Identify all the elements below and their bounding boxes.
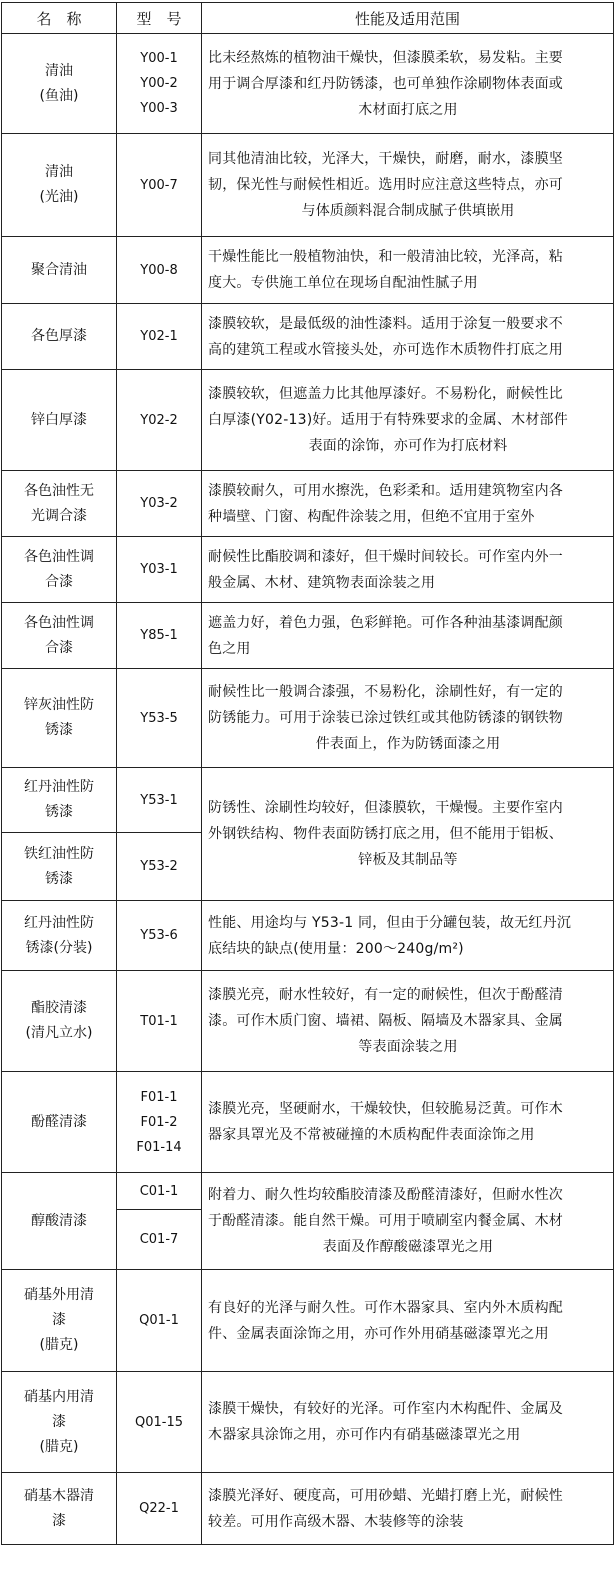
- table-row: [2, 304, 614, 370]
- table-row: [2, 1173, 614, 1210]
- product-name: [2, 537, 117, 603]
- model-code: [117, 901, 202, 971]
- desc-line: 漆膜光亮，耐水性较好，有一定的耐候性，但次于酚醛清: [208, 987, 563, 1003]
- table-row: [2, 237, 614, 304]
- model-line: Y03-1: [140, 562, 178, 577]
- model-code: [117, 34, 202, 134]
- desc-line: 漆膜较软，但遮盖力比其他厚漆好。不易粉化，耐候性比: [208, 386, 563, 402]
- product-name: [2, 1473, 117, 1545]
- name-line: (光油): [39, 189, 79, 205]
- name-line: 锈漆: [45, 870, 73, 887]
- table-row: [2, 370, 614, 471]
- desc-line: 比未经熬炼的植物油干燥快，但漆膜柔软，易发粘。主要: [208, 49, 563, 66]
- model-line: F01-14: [136, 1139, 182, 1155]
- table-row: [2, 471, 614, 537]
- description: [202, 1473, 614, 1545]
- product-name: [2, 901, 117, 971]
- name-line: 锌灰油性防: [24, 697, 94, 713]
- description: [202, 971, 614, 1072]
- name-line: 合漆: [45, 639, 73, 656]
- description: [202, 370, 614, 471]
- desc-line: 漆膜光泽好、硬度高，可用砂蜡、光蜡打磨上光，耐候性: [208, 1487, 563, 1504]
- desc-line: 于酚醛清漆。能自然干燥。可用于喷刷室内餐金属、木材: [208, 1213, 563, 1229]
- model-line: Q01-1: [139, 1313, 179, 1328]
- table-row: [2, 768, 614, 833]
- model-line: Y02-2: [140, 412, 178, 428]
- name-line: 各色厚漆: [31, 328, 87, 344]
- desc-line: 漆膜较耐久，可用水擦洗，色彩柔和。适用建筑物室内各: [208, 482, 563, 499]
- model-code: [117, 134, 202, 237]
- coatings-table: [1, 2, 614, 1545]
- model-code: [117, 669, 202, 768]
- name-line: 漆: [52, 1413, 66, 1430]
- name-line: 漆: [52, 1312, 66, 1328]
- desc-line: 漆膜光亮，坚硬耐水，干燥较快，但较脆易泛黄。可作木: [208, 1101, 563, 1117]
- desc-line: 与体质颜料混合制成腻子供填嵌用: [301, 203, 515, 219]
- desc-line: 木材面打底之用: [358, 101, 458, 118]
- model-line: Y00-8: [140, 262, 178, 278]
- table-row: [2, 537, 614, 603]
- product-name: [2, 34, 117, 134]
- name-line: 酯胶清漆: [31, 1000, 87, 1016]
- description: [202, 1072, 614, 1173]
- model-line: Y03-2: [140, 496, 178, 511]
- model-code: [117, 304, 202, 370]
- name-line: (清凡立水): [25, 1025, 93, 1041]
- header-model: 型 号: [117, 3, 202, 34]
- name-line: (鱼油): [39, 87, 79, 104]
- description: [202, 304, 614, 370]
- model-code: [117, 1270, 202, 1372]
- product-name: [2, 304, 117, 370]
- name-line: 锈漆: [45, 722, 73, 738]
- model-code: [117, 1473, 202, 1545]
- name-line: 铁红油性防: [24, 845, 94, 862]
- name-line: 各色油性调: [24, 548, 94, 565]
- desc-line: 种墙壁、门窗、构配件涂装之用，但绝不宜用于室外: [208, 508, 535, 525]
- desc-line: 般金属、木材、建筑物表面涂装之用: [208, 574, 436, 591]
- model-line: Y00-3: [140, 101, 178, 116]
- desc-line: 漆膜干燥快，有较好的光泽。可作室内木构配件、金属及: [208, 1401, 563, 1417]
- name-line: 各色油性无: [24, 482, 94, 499]
- model-line: Q22-1: [139, 1501, 179, 1516]
- model-line: Y02-1: [140, 329, 178, 344]
- name-line: 锌白厚漆: [31, 411, 87, 428]
- description: [202, 34, 614, 134]
- model-line: F01-2: [140, 1114, 178, 1130]
- desc-line: 附着力、耐久性均较酯胶清漆及酚醛清漆好，但耐水性次: [208, 1187, 563, 1203]
- desc-line: 有良好的光泽与耐久性。可作木器家具、室内外木质构配: [208, 1299, 563, 1316]
- desc-line: 耐候性比一般调合漆强，不易粉化，涂刷性好，有一定的: [208, 684, 563, 700]
- name-line: 清油: [45, 62, 73, 79]
- description: [202, 134, 614, 237]
- name-line: 硝基内用清: [24, 1388, 94, 1405]
- table-row: [2, 669, 614, 768]
- model-line: Y53-5: [140, 710, 178, 726]
- model-line: Y00-7: [140, 177, 178, 193]
- table-row: [2, 1270, 614, 1372]
- desc-line: 表面及作醇酸磁漆罩光之用: [322, 1239, 494, 1255]
- model-line: Y53-2: [140, 859, 178, 874]
- description: [202, 237, 614, 304]
- model-code: [117, 603, 202, 669]
- product-name: [2, 603, 117, 669]
- name-line: (腊克): [39, 1438, 79, 1455]
- name-line: 聚合清油: [31, 261, 87, 278]
- desc-line: 防锈能力。可用于涂装已涂过铁红或其他防锈漆的钢铁物: [208, 710, 563, 726]
- desc-line: 件表面上，作为防锈面漆之用: [315, 736, 501, 752]
- model-line: Y53-6: [140, 928, 178, 943]
- desc-line: 度大。专供施工单位在现场自配油性腻子用: [208, 275, 478, 291]
- desc-line: 色之用: [208, 640, 251, 657]
- desc-line: 防锈性、涂刷性均较好，但漆膜软，干燥慢。主要作室内: [208, 800, 563, 816]
- desc-line: 表面的涂饰，亦可作为打底材料: [308, 438, 508, 454]
- model-line: Y53-1: [140, 792, 178, 808]
- name-line: 漆: [52, 1512, 66, 1529]
- model-line: C01-1: [139, 1183, 179, 1199]
- model-code: [117, 370, 202, 471]
- description: [202, 901, 614, 971]
- product-name: [2, 768, 117, 833]
- model-code: [117, 768, 202, 833]
- description: [202, 669, 614, 768]
- desc-line: 漆膜较软，是最低级的油性漆料。适用于涂复一般要求不: [208, 315, 563, 332]
- desc-line: 韧，保光性与耐候性相近。选用时应注意这些特点，亦可: [208, 177, 563, 193]
- model-line: C01-7: [139, 1232, 179, 1247]
- table-row: [2, 34, 614, 134]
- table-row: [2, 1372, 614, 1473]
- product-name: [2, 833, 117, 901]
- description: [202, 537, 614, 603]
- name-line: 红丹油性防: [24, 779, 94, 795]
- model-line: Q01-15: [134, 1414, 183, 1430]
- name-line: (腊克): [39, 1337, 79, 1353]
- model-code: [117, 1372, 202, 1473]
- name-line: 各色油性调: [24, 614, 94, 631]
- name-line: 醇酸清漆: [31, 1212, 87, 1229]
- description: [202, 1372, 614, 1473]
- table-row: [2, 134, 614, 237]
- model-line: Y00-1: [140, 51, 178, 66]
- model-line: T01-1: [140, 1013, 178, 1029]
- desc-line: 同其他清油比较，光泽大，干燥快，耐磨，耐水，漆膜坚: [208, 151, 563, 167]
- desc-line: 底结块的缺点(使用量：200～240g/m²): [208, 940, 464, 957]
- name-line: 合漆: [45, 573, 73, 590]
- model-line: Y00-2: [140, 76, 178, 91]
- desc-line: 漆。可作木质门窗、墙裙、隔板、隔墙及木器家具、金属: [208, 1013, 563, 1029]
- desc-line: 高的建筑工程或水管接头处，亦可选作木质物件打底之用: [208, 341, 563, 358]
- desc-line: 干燥性能比一般植物油快，和一般清油比较，光泽高，粘: [208, 249, 563, 265]
- desc-line: 遮盖力好，着色力强，色彩鲜艳。可作各种油基漆调配颜: [208, 614, 563, 631]
- desc-line: 外钢铁结构、物件表面防锈打底之用，但不能用于铝板、: [208, 826, 563, 842]
- model-code: [117, 833, 202, 901]
- model-code: [117, 1173, 202, 1210]
- product-name: [2, 971, 117, 1072]
- description: [202, 471, 614, 537]
- description: [202, 1173, 614, 1270]
- table-row: [2, 603, 614, 669]
- table-row: [2, 1072, 614, 1173]
- table-row: [2, 1473, 614, 1545]
- name-line: 硝基木器清: [24, 1487, 94, 1504]
- desc-line: 件、金属表面涂饰之用，亦可作外用硝基磁漆罩光之用: [208, 1325, 549, 1342]
- product-name: [2, 1072, 117, 1173]
- desc-line: 木器家具涂饰之用，亦可作内有硝基磁漆罩光之用: [208, 1427, 521, 1443]
- product-name: [2, 669, 117, 768]
- name-line: 硝基外用清: [24, 1287, 94, 1303]
- header-row: [2, 3, 614, 34]
- model-code: [117, 971, 202, 1072]
- product-name: [2, 237, 117, 304]
- product-name: [2, 134, 117, 237]
- table-row: [2, 901, 614, 971]
- desc-line: 用于调合厚漆和红丹防锈漆，也可单独作涂刷物体表面或: [208, 75, 563, 92]
- desc-line: 锌板及其制品等: [358, 852, 458, 868]
- desc-line: 较差。可用作高级木器、木装修等的涂装: [208, 1513, 464, 1530]
- desc-line: 性能、用途均与 Y53-1 同，但由于分罐包装，故无红丹沉: [208, 914, 572, 931]
- table-row: [2, 971, 614, 1072]
- model-code: [117, 537, 202, 603]
- model-line: Y85-1: [140, 628, 178, 643]
- header-name: 名 称: [2, 3, 117, 34]
- desc-line: 白厚漆(Y02-13)好。适用于有特殊要求的金属、木材部件: [208, 412, 568, 428]
- description: [202, 603, 614, 669]
- header-desc: 性能及适用范围: [202, 3, 614, 34]
- model-code: [117, 1210, 202, 1270]
- name-line: 锈漆(分装): [25, 939, 93, 956]
- name-line: 清油: [45, 164, 73, 180]
- name-line: 锈漆: [45, 804, 73, 820]
- desc-line: 器家具罩光及不常被碰撞的木质构配件表面涂饰之用: [208, 1127, 535, 1143]
- product-name: [2, 370, 117, 471]
- product-name: [2, 1372, 117, 1473]
- description: [202, 1270, 614, 1372]
- name-line: 红丹油性防: [24, 914, 94, 931]
- product-name: [2, 471, 117, 537]
- description-merged: [202, 768, 614, 901]
- model-code: [117, 1072, 202, 1173]
- model-code: [117, 471, 202, 537]
- desc-line: 耐候性比酯胶调和漆好，但干燥时间较长。可作室内外一: [208, 548, 563, 565]
- model-line: F01-1: [140, 1089, 178, 1105]
- model-code: [117, 237, 202, 304]
- product-name: [2, 1173, 117, 1270]
- name-line: 酚醛清漆: [31, 1113, 87, 1130]
- product-name: [2, 1270, 117, 1372]
- desc-line: 等表面涂装之用: [358, 1039, 458, 1055]
- name-line: 光调合漆: [31, 507, 87, 524]
